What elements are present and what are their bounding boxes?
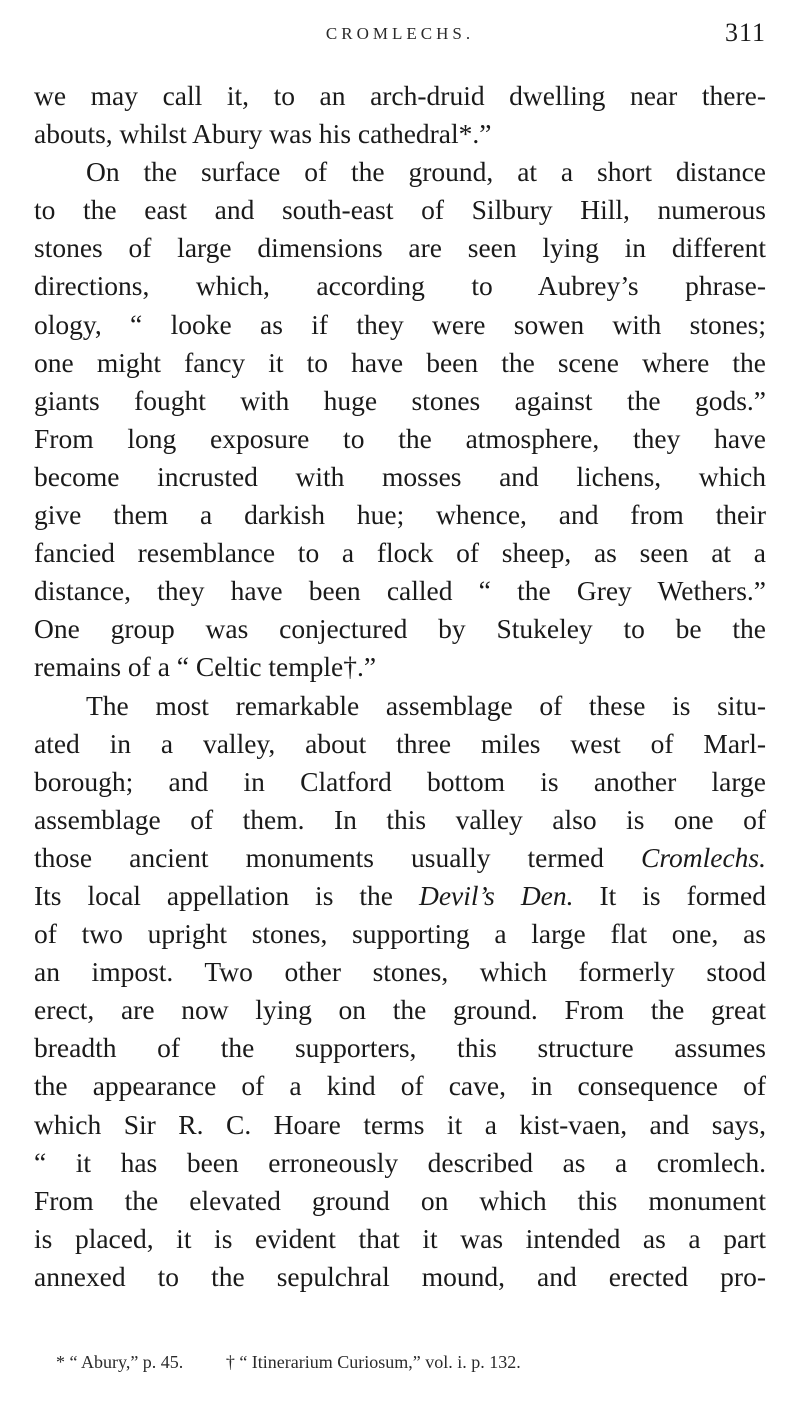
- text-line: is placed, it is evident that it was intended as a part: [34, 1222, 766, 1254]
- text-line: distance, they have been called “ the Grey Wethers.”: [34, 575, 766, 607]
- text-line: giants fought with huge stones against the gods.”: [34, 384, 766, 416]
- text-line: directions, which, according to Aubrey’s phrase-: [34, 270, 766, 302]
- text-line: abouts, whilst Abury was his cathedral*.”: [34, 118, 492, 150]
- text-line: annexed to the sepulchral mound, and erected pro-: [34, 1260, 766, 1292]
- text-line: stones of large dimensions are seen lying in different: [34, 232, 766, 264]
- text-segment: It is formed: [573, 879, 766, 911]
- text-line: become incrusted with mosses and lichens, which: [34, 460, 766, 492]
- text-line: [34, 877, 766, 915]
- text-segment: Its local appellation is the: [34, 879, 419, 911]
- text-line: assemblage of them. In this valley also is one of: [34, 803, 766, 835]
- text-line: [34, 839, 766, 877]
- text-line: give them a darkish hue; whence, and from their: [34, 499, 766, 531]
- text-line: From long exposure to the atmosphere, they have: [34, 422, 766, 454]
- italic-term-devils-den: Devil’s Den.: [418, 879, 574, 911]
- text-line: of two upright stones, supporting a large flat one, as: [34, 918, 766, 950]
- text-line: one might fancy it to have been the scene where the: [34, 346, 766, 378]
- text-segment: those ancient monuments usually termed: [34, 841, 641, 873]
- text-line: erect, are now lying on the ground. From the great: [34, 994, 766, 1026]
- text-line: ated in a valley, about three miles west of Marl-: [34, 727, 766, 759]
- text-line: fancied resemblance to a flock of sheep, as seen at a: [34, 537, 766, 569]
- running-head: [34, 18, 766, 50]
- page-number: 311: [724, 18, 766, 47]
- italic-term-cromlechs: Cromlechs.: [640, 841, 766, 873]
- text-line: breadth of the supporters, this structure assumes: [34, 1032, 766, 1064]
- text-line: The most remarkable assemblage of these is situ-: [86, 689, 766, 721]
- text-line: the appearance of a kind of cave, in consequence of: [34, 1070, 766, 1102]
- text-line: ology, “ looke as if they were sowen with stones;: [34, 308, 766, 340]
- running-title: CROMLECHS.: [325, 24, 475, 43]
- footnote: * “ Abury,” p. 45.: [56, 1352, 184, 1372]
- text-line: remains of a “ Celtic temple†.”: [34, 651, 377, 683]
- text-line: “ it has been erroneously described as a cromlech.: [34, 1146, 766, 1178]
- footnotes: [56, 1352, 756, 1373]
- text-line: to the east and south-east of Silbury Hill, numerous: [34, 194, 766, 226]
- text-line: we may call it, to an arch-druid dwelling near there-: [34, 80, 766, 111]
- text-line: From the elevated ground on which this monument: [34, 1184, 766, 1216]
- footnote: † “ Itinerarium Curiosum,” vol. i. p. 132.: [225, 1352, 521, 1372]
- text-line: an impost. Two other stones, which formerly stood: [34, 956, 766, 988]
- text-line: One group was conjectured by Stukeley to be the: [34, 613, 766, 645]
- text-line: borough; and in Clatford bottom is another large: [34, 765, 766, 797]
- body-text: [34, 77, 766, 1296]
- text-line: which Sir R. C. Hoare terms it a kist-vaen, and says,: [34, 1108, 766, 1140]
- text-line: On the surface of the ground, at a short distance: [86, 156, 766, 188]
